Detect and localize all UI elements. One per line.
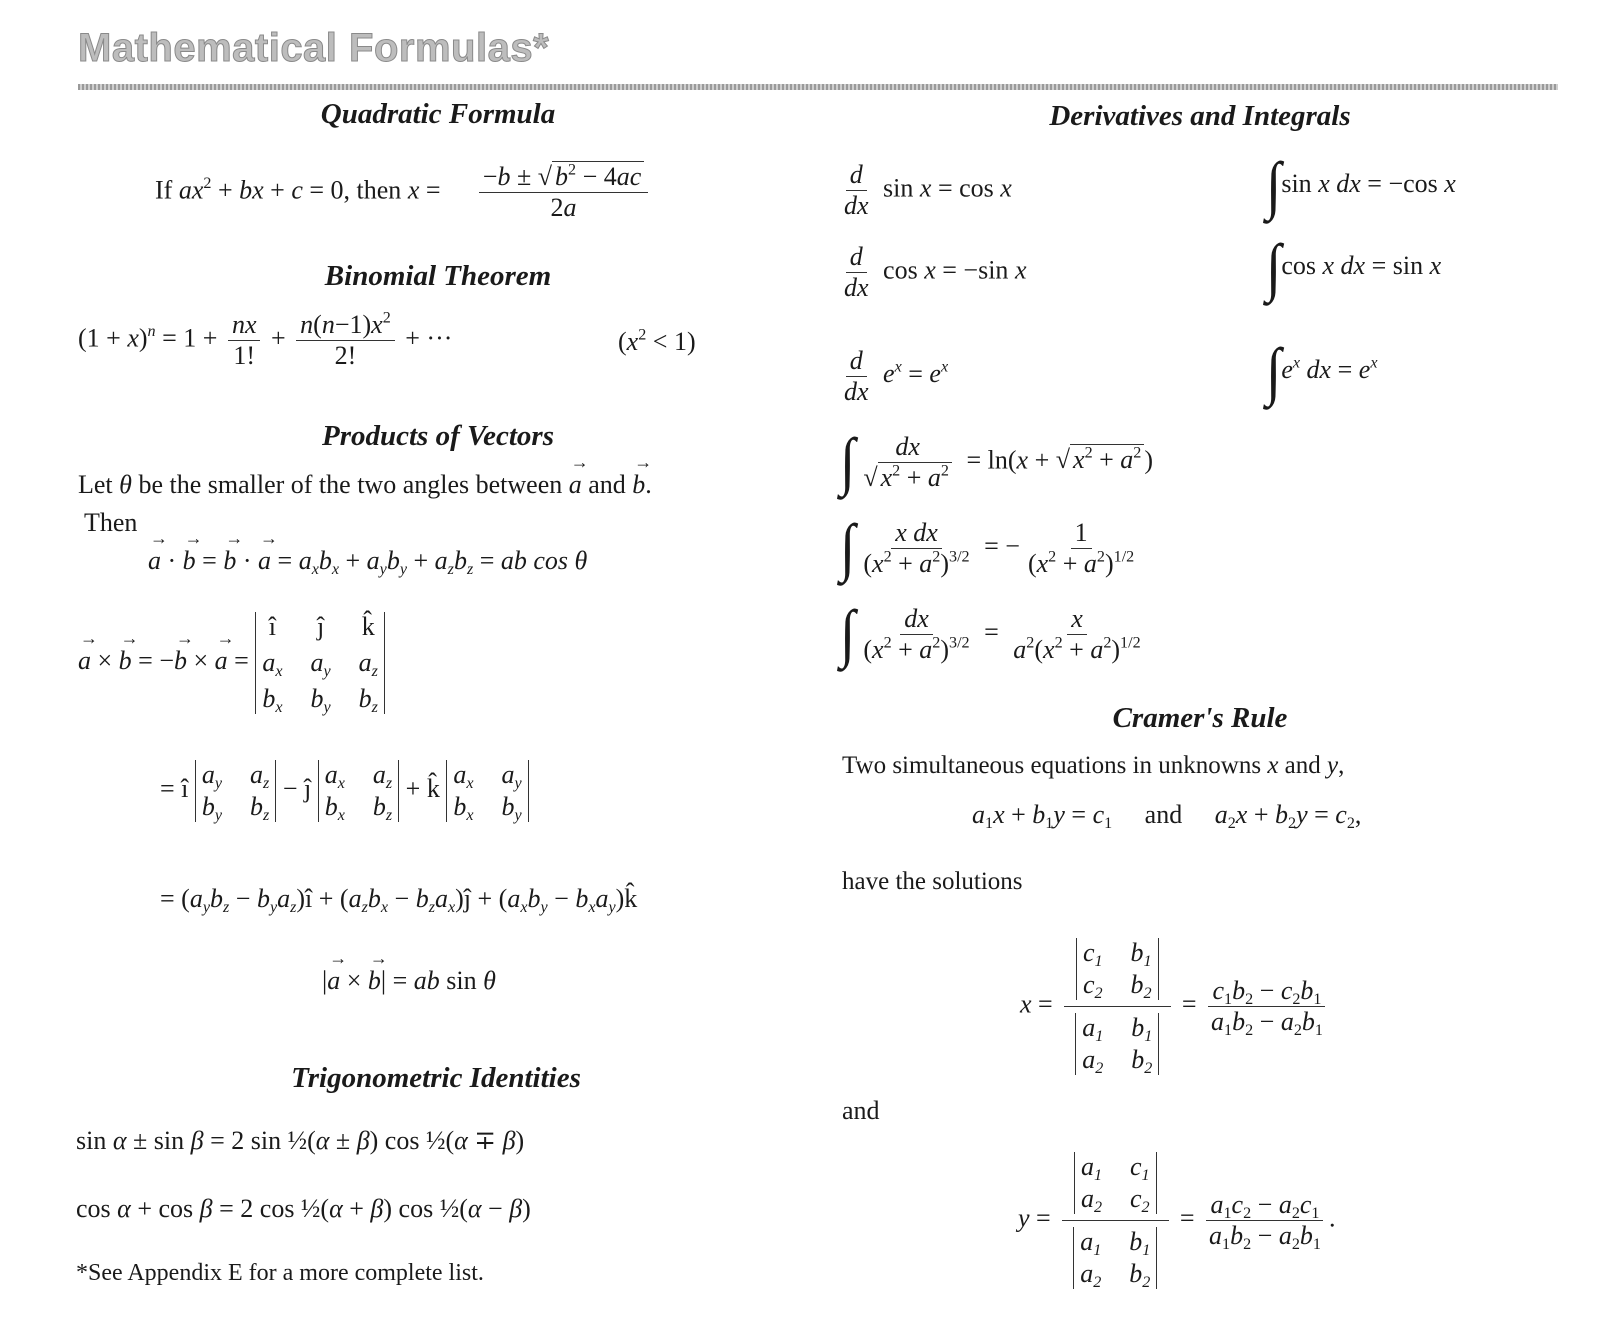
- derivative-cos: $\frac{d}{dx}$ cos x = −sin x: [844, 242, 1027, 302]
- page-title: Mathematical Formulas*: [78, 26, 550, 70]
- cramer-and-label: and: [842, 1096, 880, 1125]
- trig-identity-sum-sines: sin α ± sin β = 2 sin ½(α ± β) cos ½(α ∓ β): [76, 1126, 525, 1155]
- cross-product-components: = ($a_yb_z$ − $b_ya_z)î + (a_zb_x$ − $b_za_x)ĵ + (a_xb_y$ − $b_xa_y)k̂$: [160, 884, 638, 916]
- dot-product-formula: a → · b → = b → · a → = $a_xb_x + a_yb_y + a_zb_z$ = ab cos θ: [148, 546, 587, 576]
- derivative-sin: $\frac{d}{dx}$ sin x = cos x: [844, 160, 1012, 220]
- cramer-y-solution: y = $a_1$ $c_1$ $a_2$ $c_2$ $a_1$ $b_1$ $a_2$ $b_2$ = $\frac{a_1c_2 - a_2c_1}{a_1b_2 - a_2b_1}$ .: [1018, 1152, 1336, 1291]
- integral-exp: $\int e^x$ dx = $e^x$: [1266, 336, 1378, 408]
- heading-trigonometric-identities: Trigonometric Identities: [291, 1062, 581, 1094]
- derivative-exp: $\frac{d}{dx}$ $e^x = e^x$: [844, 346, 949, 406]
- quadratic-formula: If $ax^2$ + bx + c = 0, then x = $\frac{-b \pm √ b^2 - 4ac}{2a}$: [155, 162, 680, 223]
- cross-product-formula: a → × b → = −b → × a → = î ĵ k̂ $a_x$ $a_y$ $a_z$ $b_x$ $b_y$ $b_z$: [78, 612, 385, 714]
- cross-product-expansion: = î $a_y$ $a_z$ $b_y$ $b_z$ − ĵ $a_x$ $a_z$ $b_x$ $b_z$ + k̂ $a_x$ $a_y$ $b_x$ $b_y$: [160, 760, 529, 822]
- integral-cos: ∫cos x dx = sin x: [1266, 232, 1442, 304]
- heading-quadratic-formula: Quadratic Formula: [320, 98, 556, 130]
- heading-products-of-vectors: Products of Vectors: [322, 420, 554, 452]
- integral-dx-over-power: ∫ $\frac{dx}{(x^2 + a^2)^{3/2}}$ = $\frac{x}{a^2(x^2 + a^2)^{1/2}}$: [840, 598, 1141, 671]
- footnote: *See Appendix E for a more complete list.: [76, 1260, 484, 1286]
- title-divider: [78, 84, 1558, 90]
- cramer-solutions-label: have the solutions: [842, 868, 1023, 895]
- integral-x-over-power: ∫ $\frac{\text{x dx}}{(x^2 + a^2)^{3/2}}$ = − $\frac{1}{(x^2 + a^2)^{1/2}}$: [840, 512, 1135, 585]
- cramer-equations: $a_1x + b_1y = c_1$ and $a_2x + b_2y = c_2$,: [972, 800, 1362, 832]
- cross-product-magnitude: |a → × b →| = ab sin θ: [322, 966, 496, 996]
- heading-binomial-theorem: Binomial Theorem: [324, 260, 552, 292]
- integral-sin: ∫sin x dx = −cos x: [1266, 150, 1456, 222]
- cramer-intro: Two simultaneous equations in unknowns x and y,: [842, 752, 1345, 779]
- vectors-then: Then: [84, 508, 138, 537]
- vectors-intro: Let θ be the smaller of the two angles between a → and b →.: [78, 470, 652, 500]
- heading-cramers-rule: Cramer's Rule: [1112, 702, 1288, 734]
- binomial-formula: $(1 + x)^n = 1$ + $\frac{nx}{1!}$ + $\frac{n(n-1)x^2}{2!}$ + ···: [78, 309, 453, 370]
- cramer-x-solution: x = $c_1$ $b_1$ $c_2$ $b_2$ $a_1$ $b_1$ $a_2$ $b_2$ = $\frac{c_1b_2 - c_2b_1}{a_1b_2 - a_2b_1}$: [1020, 936, 1331, 1077]
- heading-derivatives-integrals: Derivatives and Integrals: [1049, 100, 1351, 132]
- trig-identity-sum-cosines: cos α + cos β = 2 cos ½(α + β) cos ½(α − β): [76, 1194, 531, 1223]
- binomial-condition: $(x^2 < 1)$: [618, 326, 696, 356]
- integral-inverse-sqrt: ∫ $\frac{dx}{√ x^2 + a^2}$ = ln(x + √ $x^2 + a^2$ ): [840, 426, 1154, 499]
